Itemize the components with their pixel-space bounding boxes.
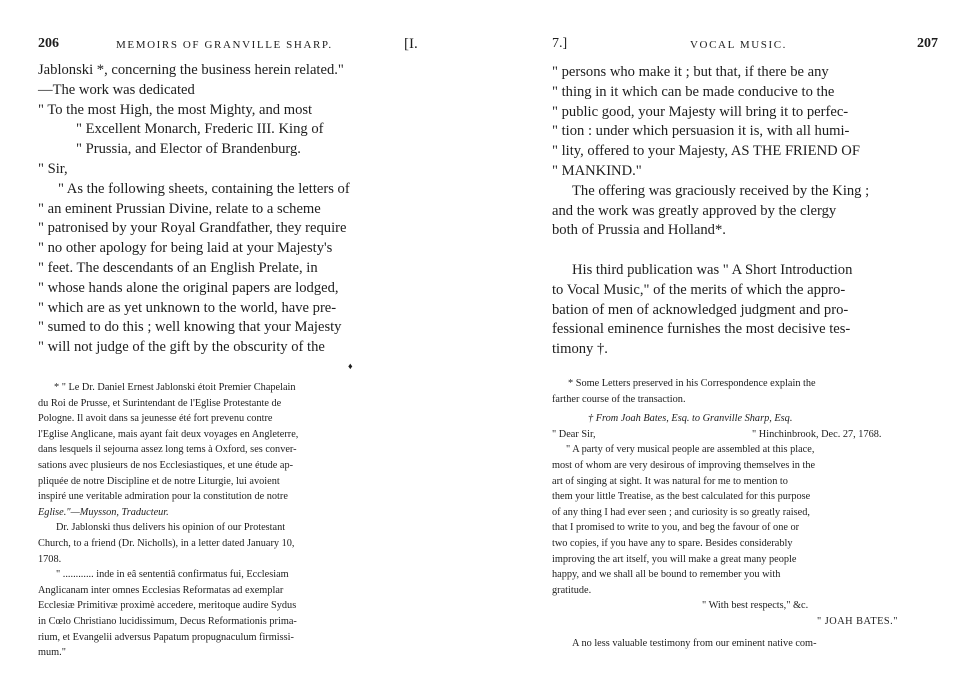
body-line: " thing in it which can be made conducive to the [552, 83, 835, 100]
footnote-line: sations avec plusieurs de nos Ecclesiastiques, et une étude ap- [38, 459, 294, 471]
body-line: The offering was graciously received by the King ; [572, 182, 870, 199]
right-page-header [552, 36, 938, 54]
letter-salutation: " Dear Sir, [552, 428, 596, 440]
letter-line: improving the art itself, you will make a great many people [552, 553, 797, 565]
footnote-line: in Cœlo Christiano lucidissimum, Decus Reformationis prima- [38, 615, 297, 627]
body-line: Jablonski *, concerning the business herein related." [38, 62, 344, 78]
footnote-line: Ecclesiæ Primitivæ proximè accedere, meritoque audire Sydus [38, 600, 297, 612]
footnote-line: Church, to a friend (Dr. Nicholls), in a letter dated January 10, [38, 537, 295, 549]
body-line: " patronised by your Royal Grandfather, they require [38, 220, 347, 237]
body-line: " Sir, [38, 160, 68, 177]
letter-line: them your little Treatise, as the best calculated for this purpose [552, 491, 811, 503]
left-page-number: 206 [38, 36, 59, 51]
left-footnotes [38, 380, 430, 661]
body-line: " persons who make it ; but that, if there be any [552, 64, 829, 80]
body-line: " feet. The descendants of an English Prelate, in [38, 259, 318, 276]
catchmark: ♦ [348, 361, 353, 371]
body-line: " As the following sheets, containing the letters of [58, 180, 350, 197]
body-line: " sumed to do this ; well knowing that your Majesty [38, 319, 342, 336]
body-line: " public good, your Majesty will bring it to perfec- [552, 103, 849, 120]
body-line: " tion : under which persuasion it is, with all humi- [552, 123, 850, 140]
left-body-text [38, 61, 430, 358]
letter-line: two copies, if you have any to spare. Besides considerably [552, 537, 793, 549]
left-running-head: MEMOIRS OF GRANVILLE SHARP. [116, 39, 333, 51]
body-line: timony †. [552, 341, 608, 358]
left-section-mark: [I. [404, 36, 418, 52]
letter-line: happy, and we shall all be bound to remember you with [552, 569, 781, 581]
footnote-line: * " Le Dr. Daniel Ernest Jablonski étoit Premier Chapelain [54, 382, 296, 393]
footnote-line: * Some Letters preserved in his Correspondence explain the [568, 378, 816, 389]
right-body-paragraph [552, 261, 942, 360]
letter-opening [552, 427, 942, 443]
footnote-line: 1708. [38, 553, 62, 565]
footnote-line: dans lesquels il sejourna assez long tems à Oxford, ses conver- [38, 444, 297, 456]
body-line: " whose hands alone the original papers are lodged, [38, 279, 339, 296]
body-line: " Prussia, and Elector of Brandenburg. [76, 141, 301, 158]
body-line: " lity, offered to your Majesty, AS THE FRIEND OF [552, 143, 860, 160]
footnote-line: rium, et Evangelii adversus Papatum propugnaculum firmissi- [38, 631, 294, 643]
right-footnotes [552, 376, 942, 651]
footnote-line: A no less valuable testimony from our eminent native com- [572, 637, 817, 649]
right-running-head: VOCAL MUSIC. [690, 39, 788, 51]
body-line: " To the most High, the most Mighty, and most [38, 101, 313, 118]
left-page [0, 0, 470, 692]
letter-line: most of whom are very desirous of improving themselves in the [552, 459, 816, 471]
letter-signature: " JOAH BATES." [817, 615, 898, 627]
body-line: His third publication was " A Short Introduction [572, 262, 853, 278]
letter-line: art of singing at sight. It was natural for me to mention to [552, 475, 788, 487]
letter-line: of any thing I had ever seen ; and curiosity is so greatly raised, [552, 506, 810, 518]
right-page [510, 0, 980, 692]
footnote-line: farther course of the transaction. [552, 393, 686, 405]
body-line: both of Prussia and Holland*. [552, 222, 726, 239]
body-line: " no other apology for being laid at your Majesty's [38, 240, 333, 257]
letter-dateline: " Hinchinbrook, Dec. 27, 1768. [752, 428, 882, 440]
footnote-line: Pologne. Il avoit dans sa jeunesse été fort prevenu contre [38, 413, 273, 425]
body-line: and the work was greatly approved by the clergy [552, 202, 837, 219]
footnote-line: inspiré une veritable admiration pour la constitution de notre [38, 491, 288, 503]
footnote-line: Dr. Jablonski thus delivers his opinion of our Protestant [56, 522, 286, 534]
right-body-text [552, 63, 942, 241]
body-line: " MANKIND." [552, 162, 642, 179]
body-line: bation of men of acknowledged judgment and pro- [552, 301, 849, 318]
body-line: to Vocal Music," of the merits of which the appro- [552, 281, 846, 298]
footnote-line: " ............ inde in eâ sententiâ confirmatus fui, Ecclesiam [56, 569, 289, 581]
body-line: fessional eminence furnishes the most decisive tes- [552, 321, 851, 338]
footnote-line: Eglise."—Muysson, Traducteur. [38, 506, 169, 518]
right-page-number: 207 [917, 36, 938, 51]
left-page-header [38, 36, 430, 54]
body-line: " will not judge of the gift by the obscurity of the [38, 339, 325, 356]
body-line: " an eminent Prussian Divine, relate to a scheme [38, 200, 321, 217]
footnote-line: du Roi de Prusse, et Surintendant de l'Eglise Protestante de [38, 397, 282, 409]
right-section-mark: 7.] [552, 36, 568, 51]
letter-heading: † From Joah Bates, Esq. to Granville Sharp, Esq. [588, 413, 793, 425]
book-gutter [470, 0, 510, 692]
letter-line: " A party of very musical people are assembled at this place, [566, 444, 815, 456]
footnote-line: Anglicanam inter omnes Ecclesias Reformatas ad exemplar [38, 584, 284, 596]
letter-line: gratitude. [552, 584, 592, 596]
letter-closing: " With best respects," &c. [702, 600, 809, 612]
footnote-line: mum." [38, 647, 66, 659]
body-line: " Excellent Monarch, Frederic III. King of [76, 121, 324, 138]
footnote-line: l'Eglise Anglicane, mais ayant fait deux voyages en Angleterre, [38, 428, 299, 440]
body-line: " which are as yet unknown to the world, have pre- [38, 299, 337, 316]
body-line: —The work was dedicated [38, 81, 195, 98]
letter-line: that I promised to write to you, and beg the favour of one or [552, 522, 800, 534]
footnote-line: pliquée de notre Discipline et de notre Liturgie, lui avoient [38, 475, 280, 487]
